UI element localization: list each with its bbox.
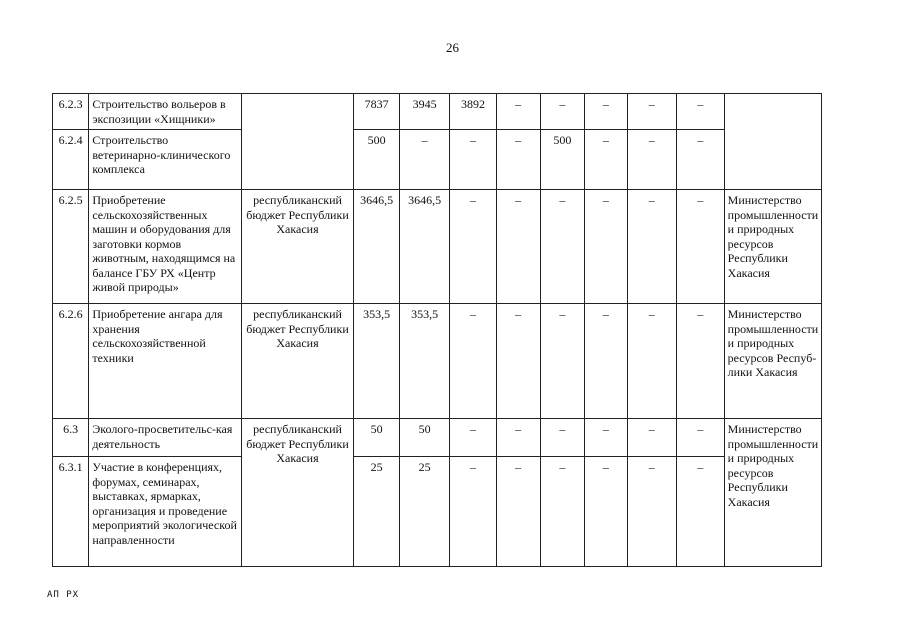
value-cell: 353,5 — [399, 304, 450, 419]
value-cell: – — [540, 304, 585, 419]
executor: Министерство промышленности и природных ресурсов Республики Хакасия — [724, 419, 822, 567]
value-cell: – — [399, 130, 450, 190]
value-cell: – — [627, 94, 676, 130]
value-cell: – — [677, 457, 725, 567]
value-cell: – — [496, 304, 540, 419]
page-number: 26 — [446, 40, 459, 55]
row-name: Участие в конференциях, форумах, семинарах, выставках, ярмарках, организация и проведение мероприятий экологической направленности — [89, 457, 241, 567]
row-number: 6.3.1 — [53, 457, 89, 567]
row-number: 6.2.4 — [53, 130, 89, 190]
value-cell: – — [677, 130, 725, 190]
funding-source: республиканский бюджет Республики Хакасия — [241, 419, 354, 567]
value-cell: – — [627, 419, 676, 457]
value-cell: – — [450, 457, 496, 567]
value-cell: 3945 — [399, 94, 450, 130]
table-row — [53, 190, 905, 304]
value-cell: – — [496, 130, 540, 190]
value-cell: – — [496, 94, 540, 130]
value-cell: 50 — [399, 419, 450, 457]
value-cell: – — [585, 304, 627, 419]
value-cell: 7837 — [354, 94, 399, 130]
value-cell: – — [450, 304, 496, 419]
value-cell: – — [496, 457, 540, 567]
table-row — [53, 94, 905, 130]
value-cell: – — [627, 457, 676, 567]
value-cell: – — [585, 130, 627, 190]
value-cell: – — [585, 457, 627, 567]
value-cell: – — [627, 304, 676, 419]
value-cell: – — [627, 190, 676, 304]
value-cell: 500 — [354, 130, 399, 190]
value-cell: – — [677, 419, 725, 457]
value-cell: – — [677, 190, 725, 304]
row-name: Строительство ветеринарно-клинического комплекса — [89, 130, 241, 190]
value-cell: 25 — [399, 457, 450, 567]
row-number: 6.2.6 — [53, 304, 89, 419]
funding-source: республиканский бюджет Республики Хакасия — [241, 190, 354, 304]
value-cell: – — [540, 419, 585, 457]
funding-source-cell — [241, 94, 354, 190]
value-cell: 3646,5 — [354, 190, 399, 304]
executor-cell — [724, 94, 822, 190]
row-name: Строительство вольеров в экспозиции «Хищники» — [89, 94, 241, 130]
value-cell: 353,5 — [354, 304, 399, 419]
value-cell: – — [585, 190, 627, 304]
value-cell: – — [677, 304, 725, 419]
value-cell: – — [627, 130, 676, 190]
row-number: 6.3 — [53, 419, 89, 457]
funding-source: республиканский бюджет Республики Хакасия — [241, 304, 354, 419]
row-number: 6.2.3 — [53, 94, 89, 130]
value-cell: – — [585, 94, 627, 130]
value-cell: 500 — [540, 130, 585, 190]
value-cell: – — [496, 190, 540, 304]
value-cell: 3892 — [450, 94, 496, 130]
table-row — [53, 419, 905, 457]
value-cell: 3646,5 — [399, 190, 450, 304]
footer-mark: АП РХ — [47, 590, 80, 600]
value-cell: – — [540, 94, 585, 130]
value-cell: – — [585, 419, 627, 457]
value-cell: – — [450, 190, 496, 304]
value-cell: 50 — [354, 419, 399, 457]
executor: Министерство промышленности и природных ресурсов Республики Хакасия — [724, 190, 822, 304]
value-cell: – — [450, 130, 496, 190]
row-name: Приобретение сельскохозяйственных машин и оборудования для заготовки кормов животным, находящимся на балансе ГБУ РХ «Центр живой природы» — [89, 190, 241, 304]
executor: Министерство промышленности и природных ресурсов Респуб-лики Хакасия — [724, 304, 822, 419]
value-cell: – — [496, 419, 540, 457]
row-name: Приобретение ангара для хранения сельскохозяйственной техники — [89, 304, 241, 419]
table-row — [53, 304, 905, 419]
program-table — [52, 93, 905, 567]
value-cell: – — [540, 457, 585, 567]
row-name: Эколого-просветительс-кая деятельность — [89, 419, 241, 457]
value-cell: – — [450, 419, 496, 457]
value-cell: – — [677, 94, 725, 130]
value-cell: 25 — [354, 457, 399, 567]
value-cell: – — [540, 190, 585, 304]
row-number: 6.2.5 — [53, 190, 89, 304]
